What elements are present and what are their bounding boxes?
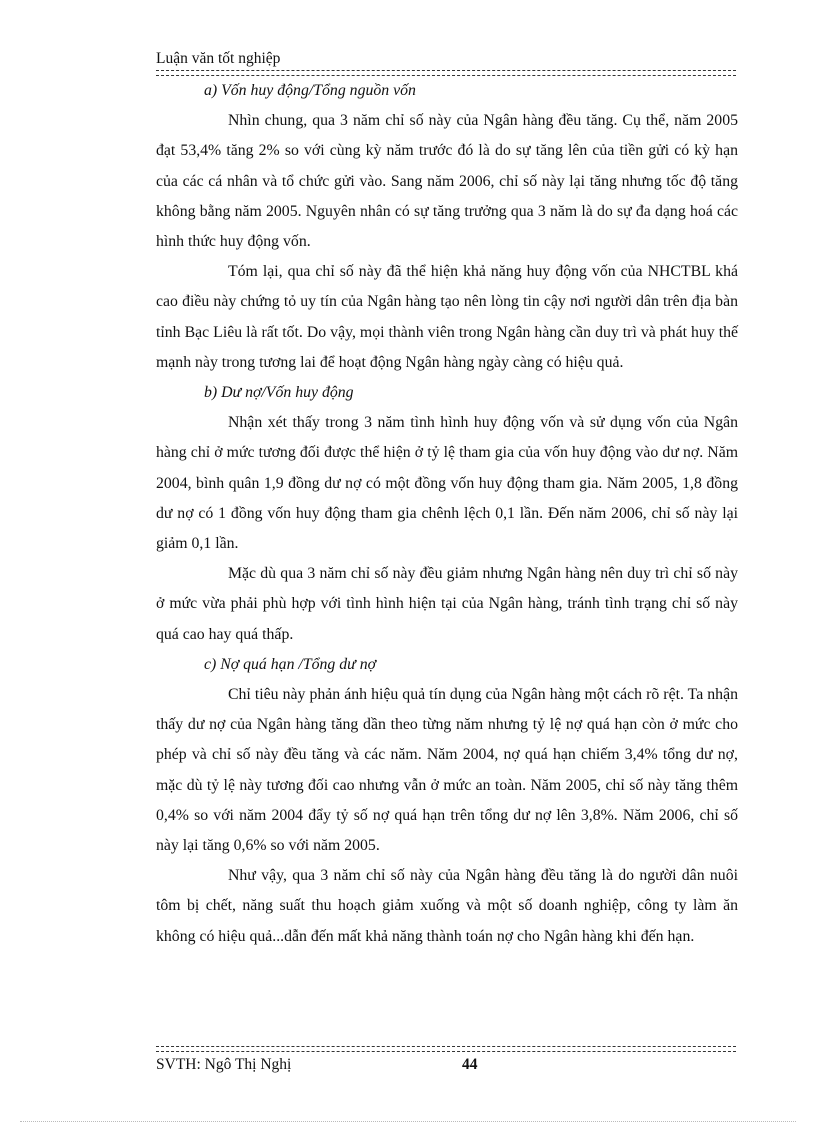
paragraph: Tóm lại, qua chỉ số này đã thể hiện khả năng huy động vốn của NHCTBL khá cao điều này chứng tỏ uy tín của Ngân hàng tạo nên lòng tin cậy nơi người dân trên địa bàn tỉnh Bạc Liêu là rất tốt. Do vậy, mọi thành viên trong Ngân hàng cần duy trì và phát huy thế mạnh này trong tương lai để hoạt động Ngân hàng ngày càng có hiệu quả.: [156, 263, 738, 371]
paragraph: Nhận xét thấy trong 3 năm tình hình huy động vốn và sử dụng vốn của Ngân hàng chỉ ở mức tương đối được thể hiện ở tỷ lệ tham gia của vốn huy động vào dư nợ. Năm 2004, bình quân 1,9 đồng dư nợ có một đồng vốn huy động tham gia. Năm 2005, 1,8 đồng dư nợ có 1 đồng vốn huy động tham gia chênh lệch 0,1 lần. Đến năm 2006, chỉ số này lại giảm 0,1 lần.: [156, 414, 738, 553]
section-heading-a: a) Vốn huy động/Tổng nguồn vốn: [204, 82, 416, 99]
paragraph: Nhìn chung, qua 3 năm chỉ số này của Ngân hàng đều tăng. Cụ thể, năm 2005 đạt 53,4% tăng 2% so với cùng kỳ năm trước đó là do sự tăng lên của tiền gửi có kỳ hạn của các cá nhân và tổ chức gửi vào. Sang năm 2006, chỉ số này lại tăng nhưng tốc độ tăng không bằng năm 2005. Nguyên nhân có sự tăng trưởng qua 3 năm là do sự đa dạng hoá các hình thức huy động vốn.: [156, 112, 738, 251]
paragraph: Mặc dù qua 3 năm chỉ số này đều giảm nhưng Ngân hàng nên duy trì chỉ số này ở mức vừa phải phù hợp với tình hình hiện tại của Ngân hàng, tránh tình trạng chỉ số này quá cao hay quá thấp.: [156, 565, 738, 643]
document-body: [156, 76, 738, 952]
paragraph: Chỉ tiêu này phản ánh hiệu quả tín dụng của Ngân hàng một cách rõ rệt. Ta nhận thấy dư nợ của Ngân hàng tăng dần theo từng năm nhưng tỷ lệ nợ quá hạn còn ở mức cho phép và chỉ số này đều tăng và các năm. Năm 2004, nợ quá hạn chiếm 3,4% tổng dư nợ, mặc dù tỷ lệ này tương đối cao nhưng vẫn ở mức an toàn. Năm 2005, chỉ số này tăng thêm 0,4% so với năm 2004 đẩy tỷ số nợ quá hạn trên tổng dư nợ lên 3,8%. Năm 2006, chỉ số này lại tăng 0,6% so với năm 2005.: [156, 686, 738, 855]
page-header-title: Luận văn tốt nghiệp: [156, 50, 281, 67]
footer-author: SVTH: Ngô Thị Nghị: [156, 1056, 292, 1073]
footer-divider: [156, 1046, 736, 1052]
page-edge-divider: [20, 1121, 796, 1122]
paragraph: Như vậy, qua 3 năm chỉ số này của Ngân hàng đều tăng là do người dân nuôi tôm bị chết, năng suất thu hoạch giảm xuống và một số doanh nghiệp, công ty làm ăn không có hiệu quả...dẫn đến mất khả năng thành toán nợ cho Ngân hàng khi đến hạn.: [156, 867, 738, 945]
section-heading-c: c) Nợ quá hạn /Tổng dư nợ: [204, 655, 377, 673]
section-heading-b: b) Dư nợ/Vốn huy động: [204, 384, 354, 402]
page-number: 44: [462, 1056, 478, 1073]
